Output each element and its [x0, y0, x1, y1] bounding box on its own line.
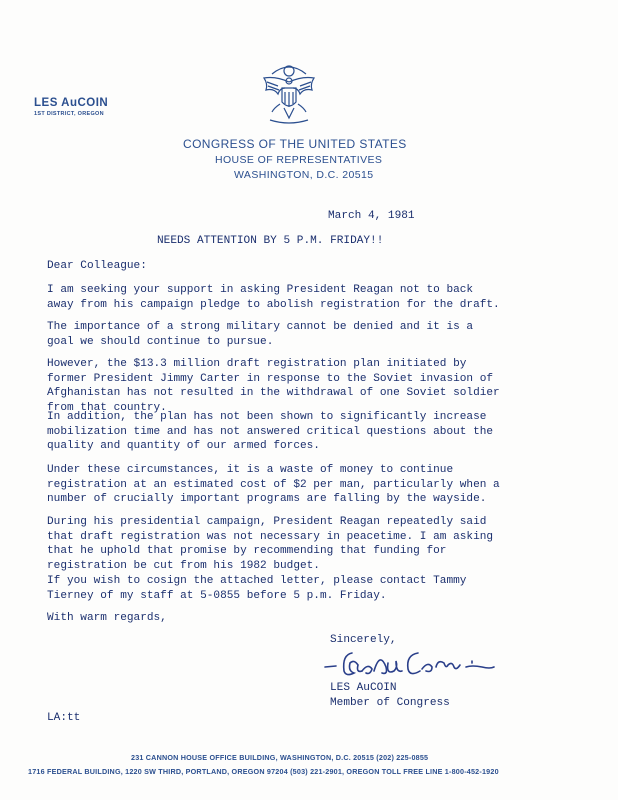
sender-block	[34, 97, 108, 117]
sender-district: 1ST DISTRICT, OREGON	[34, 111, 104, 117]
urgent-notice: NEEDS ATTENTION BY 5 P.M. FRIDAY!!	[157, 235, 384, 247]
body-paragraph: I am seeking your support in asking President Reagan not to back away from his campaign pledge to abolish registration for the draft.	[47, 284, 500, 311]
closing-regards: With warm regards,	[47, 612, 167, 624]
house-heading: HOUSE OF REPRESENTATIVES	[215, 154, 383, 166]
letter-date: March 4, 1981	[328, 210, 415, 222]
body-paragraph: However, the $13.3 million draft registration plan initiated by former President Jimmy Carter in response to the Soviet invasion of Afghanistan has not resulted in the withdrawal of one Soviet soldier from that country.	[47, 358, 500, 414]
sender-name: LES AuCOIN	[34, 97, 109, 109]
salutation: Dear Colleague:	[47, 260, 147, 272]
congress-heading: CONGRESS OF THE UNITED STATES	[183, 137, 407, 151]
body-paragraph: If you wish to cosign the attached letter, please contact Tammy Tierney of my staff at 5-0855 before 5 p.m. Friday.	[47, 575, 467, 602]
body-paragraph: In addition, the plan has not been shown to significantly increase mobilization time and has not answered critical questions about the quality and quantity of our armed forces.	[47, 411, 494, 453]
city-heading: WASHINGTON, D.C. 20515	[234, 169, 374, 181]
footer-oregon-address: 1716 FEDERAL BUILDING, 1220 SW THIRD, PORTLAND, OREGON 97204 (503) 221-2901, OREGON TOLL FREE LINE 1-800-452-1920	[28, 767, 499, 776]
reference-initials: LA:tt	[47, 712, 81, 724]
handwritten-signature	[322, 645, 497, 683]
sincerely: Sincerely,	[330, 634, 397, 646]
signer-title: Member of Congress	[330, 697, 450, 709]
footer-dc-address: 231 CANNON HOUSE OFFICE BUILDING, WASHINGTON, D.C. 20515 (202) 225-0855	[131, 753, 429, 762]
body-paragraph: During his presidential campaign, President Reagan repeatedly said that draft registration was not necessary in peacetime. I am asking that he uphold that promise by recommending that funding for registration be cut from his 1982 budget.	[47, 516, 494, 572]
signer-name: LES AuCOIN	[330, 682, 397, 694]
body-paragraph: Under these circumstances, it is a waste of money to continue registration at an estimated cost of $2 per man, particularly when a number of crucially important programs are falling by the wayside.	[47, 464, 500, 506]
great-seal-eagle-icon	[258, 62, 320, 128]
body-paragraph: The importance of a strong military cannot be denied and it is a goal we should continue to pursue.	[47, 321, 474, 348]
